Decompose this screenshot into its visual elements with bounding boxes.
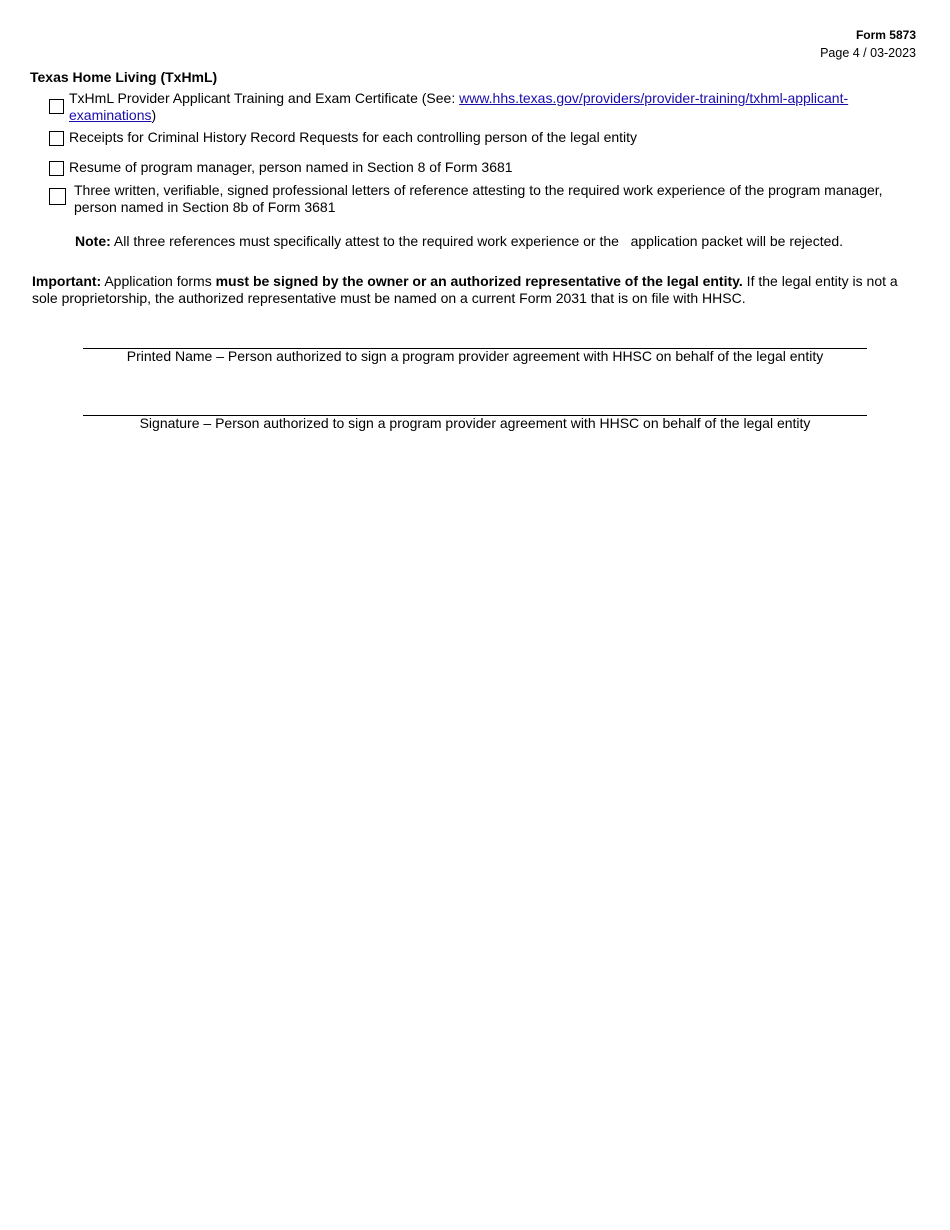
training-exam-link-continued[interactable]: examinations	[69, 107, 152, 123]
item-reference-letters	[74, 182, 924, 216]
checkbox-program-manager-resume[interactable]	[49, 161, 64, 176]
page-info: Page 4 / 03-2023	[820, 46, 916, 60]
important-text-1: Application forms	[101, 273, 216, 289]
important-bold-text: must be signed by the owner or an authorized representative of the legal entity.	[215, 273, 743, 289]
item-reference-letters-line2: person named in Section 8b of Form 3681	[74, 199, 336, 215]
important-text-2: If the legal entity is not a sole proprietorship, the authorized representative must be named on a current Form 2031 that is on file with HHSC.	[32, 273, 898, 306]
note	[75, 233, 843, 249]
item-reference-letters-line1: Three written, verifiable, signed professional letters of reference attesting to the required work experience of the program manager,	[74, 182, 883, 198]
item-training-certificate-close: )	[151, 107, 157, 123]
signature-caption: Signature – Person authorized to sign a program provider agreement with HHSC on behalf of the legal entity	[139, 415, 811, 431]
note-label: Note:	[75, 233, 111, 249]
checkbox-criminal-history-receipts[interactable]	[49, 131, 64, 146]
form-number: Form 5873	[855, 28, 916, 42]
checkbox-training-certificate[interactable]	[49, 99, 64, 114]
important-label: Important:	[32, 273, 102, 289]
printed-name-caption: Printed Name – Person authorized to sign a program provider agreement with HHSC on behalf of the legal entity	[126, 348, 824, 364]
item-program-manager-resume: Resume of program manager, person named in Section 8 of Form 3681	[69, 159, 513, 175]
section-title: Texas Home Living (TxHmL)	[30, 69, 218, 85]
checkbox-reference-letters[interactable]	[49, 188, 66, 205]
item-training-certificate	[69, 90, 919, 124]
note-text: All three references must specifically attest to the required work experience or the application packet will be rejected.	[110, 233, 844, 249]
training-exam-link[interactable]: www.hhs.texas.gov/providers/provider-training/txhml-applicant-	[459, 90, 849, 106]
item-training-certificate-text: TxHmL Provider Applicant Training and Exam Certificate (See:	[69, 90, 460, 106]
item-criminal-history-receipts: Receipts for Criminal History Record Requests for each controlling person of the legal entity	[69, 129, 638, 145]
important-notice	[32, 273, 912, 307]
